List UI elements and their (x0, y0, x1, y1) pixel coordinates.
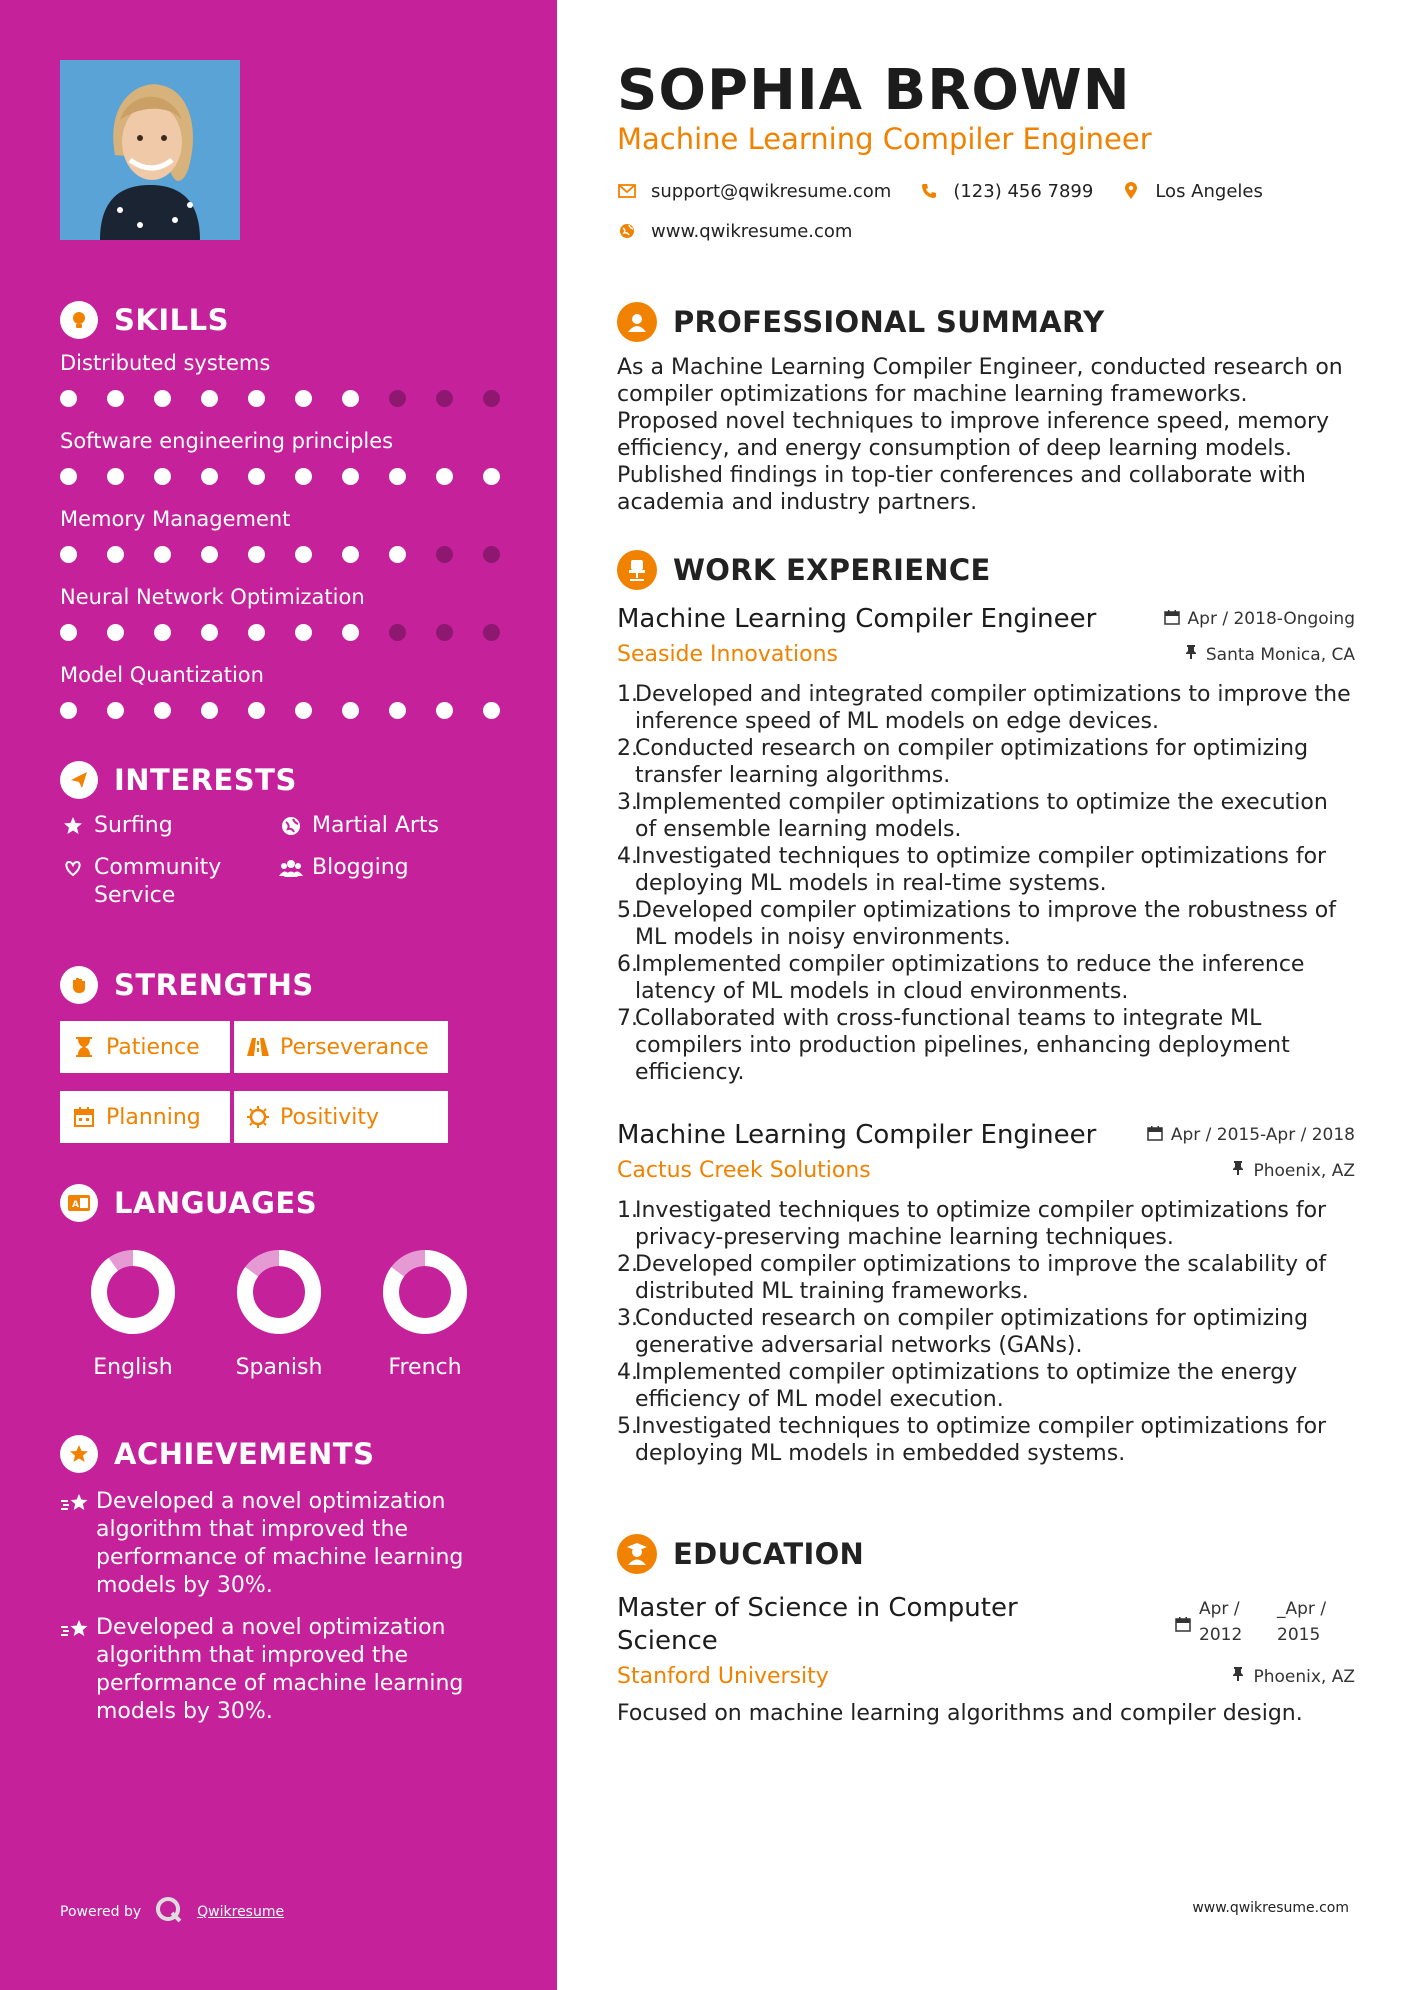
list-item (617, 843, 1355, 897)
education-description: Focused on machine learning algorithms and compiler design. (617, 1701, 1303, 1726)
achievements-title: ACHIEVEMENTS (114, 1437, 375, 1471)
rating-dot-filled (248, 390, 265, 407)
strengths-header (60, 965, 510, 1005)
list-item (617, 789, 1355, 843)
bullet-text: Conducted research on compiler optimizations for optimizing generative adversarial networks (GANs). (635, 1306, 1309, 1358)
globe-icon (278, 812, 304, 840)
interest-label: Community Service (94, 855, 222, 908)
rating-dot-filled (436, 468, 453, 485)
skill-name: Neural Network Optimization (60, 585, 365, 609)
list-number: 2. (617, 736, 638, 761)
bullet-text: Implemented compiler optimizations to optimize the execution of ensemble learning models. (635, 790, 1328, 842)
rating-dot-filled (107, 702, 124, 719)
phone-text: (123) 456 7899 (953, 180, 1094, 202)
job-location (1184, 644, 1355, 665)
rating-dot-filled (60, 390, 77, 407)
rating-dot-filled (342, 468, 359, 485)
email-text: support@qwikresume.com (651, 180, 892, 202)
road-icon (246, 1035, 270, 1059)
rating-dot-filled (389, 468, 406, 485)
rating-dot-filled (60, 468, 77, 485)
job-dates-text: Apr / 2015-Apr / 2018 (1170, 1125, 1355, 1145)
hourglass-icon (72, 1035, 96, 1059)
education-start: Apr / 2012 (1199, 1599, 1243, 1645)
candidate-name: SOPHIA BROWN (617, 58, 1131, 123)
svg-text:A: A (72, 1200, 79, 1210)
language-name: French (388, 1355, 462, 1380)
rating-dot-filled (295, 390, 312, 407)
list-number: 4. (617, 1360, 638, 1385)
rating-dot-empty (389, 624, 406, 641)
rating-dot-filled (107, 468, 124, 485)
experience-section (617, 548, 1355, 1467)
job-bullets (617, 1197, 1355, 1467)
job-dates (1164, 609, 1355, 630)
sun-icon (246, 1105, 270, 1129)
rating-dot-empty (436, 390, 453, 407)
job-title: Machine Learning Compiler Engineer (617, 604, 1097, 634)
skill-rating (60, 534, 510, 574)
strengths-section (60, 965, 510, 1143)
list-number: 4. (617, 844, 638, 869)
job-entry (617, 604, 1355, 1086)
strength-label: Patience (106, 1034, 200, 1060)
job-entry (617, 1120, 1355, 1467)
translate-icon (60, 1184, 98, 1222)
experience-header (617, 548, 1355, 592)
languages-section (60, 1183, 510, 1380)
list-item (617, 1197, 1355, 1251)
summary-header (617, 300, 1355, 344)
rating-dot-filled (154, 702, 171, 719)
contact-website[interactable] (617, 221, 852, 242)
rating-dot-filled (107, 624, 124, 641)
rating-dot-filled (248, 702, 265, 719)
achievement-item (60, 1614, 510, 1726)
rating-dot-filled (107, 546, 124, 563)
rating-dot-filled (154, 624, 171, 641)
rating-dot-filled (248, 624, 265, 641)
summary-text: As a Machine Learning Compiler Engineer, conducted research on compiler optimizations for machine learning frameworks. Proposed novel techniques to improve inference speed, memory efficiency, and energy consumption of deep learning models. Published findings in top-tier conferences and collaborate with academia and industry partners. (617, 355, 1343, 515)
list-number: 5. (617, 898, 638, 923)
pushpin-icon (1184, 644, 1198, 665)
rating-dot-filled (154, 546, 171, 563)
shooting-star-icon (60, 1614, 96, 1726)
rating-dot-filled (483, 702, 500, 719)
list-item (617, 681, 1355, 735)
job-location-text: Phoenix, AZ (1253, 1160, 1355, 1181)
skill-name: Model Quantization (60, 663, 264, 687)
job-dates (1147, 1125, 1355, 1146)
office-chair-icon (617, 550, 657, 590)
strength-badge (234, 1021, 448, 1073)
skill-item (60, 504, 510, 574)
rating-dot-filled (154, 390, 171, 407)
achievement-item (60, 1488, 510, 1600)
language-level-arc (99, 1258, 167, 1326)
main-content (557, 0, 1407, 1990)
skill-rating (60, 378, 510, 418)
users-icon (278, 854, 304, 882)
job-location-text: Santa Monica, CA (1205, 644, 1355, 665)
contact-email[interactable] (617, 181, 891, 202)
skill-item (60, 426, 510, 496)
qwikresume-logo-icon (155, 1896, 183, 1928)
language-ring-icon (234, 1247, 324, 1337)
location-text: Los Angeles (1155, 180, 1263, 202)
skill-item (60, 348, 510, 418)
rating-dot-filled (295, 468, 312, 485)
qwikresume-link[interactable]: Qwikresume (197, 1904, 285, 1920)
list-item (617, 1413, 1355, 1467)
hand-icon (60, 966, 98, 1004)
rating-dot-filled (342, 702, 359, 719)
trophy-star-icon (60, 1435, 98, 1473)
language-name: English (93, 1355, 173, 1380)
bullet-text: Conducted research on compiler optimizations for optimizing transfer learning algorithms. (635, 736, 1309, 788)
graduate-icon (617, 1534, 657, 1574)
list-item (617, 951, 1355, 1005)
rating-dot-filled (389, 702, 406, 719)
list-number: 1. (617, 1198, 638, 1223)
bullet-text: Collaborated with cross-functional teams to integrate ML compilers into production pipelines, enhancing deployment efficiency. (635, 1006, 1290, 1085)
bullet-text: Investigated techniques to optimize compiler optimizations for privacy-preserving machine learning techniques. (635, 1198, 1327, 1250)
achievement-text: Developed a novel optimization algorithm that improved the performance of machine learning models by 30%. (96, 1489, 464, 1598)
rating-dot-filled (201, 624, 218, 641)
skills-header (60, 300, 510, 340)
rating-dot-filled (60, 624, 77, 641)
strength-label: Planning (106, 1104, 201, 1130)
experience-title: WORK EXPERIENCE (673, 553, 991, 587)
list-number: 2. (617, 1252, 638, 1277)
bullet-text: Developed and integrated compiler optimizations to improve the inference speed of ML models on edge devices. (635, 682, 1351, 734)
map-pin-icon (1121, 181, 1141, 201)
skill-name: Distributed systems (60, 351, 271, 375)
list-number: 1. (617, 682, 638, 707)
language-item (60, 1247, 206, 1380)
interest-item (278, 812, 498, 840)
rating-dot-filled (342, 624, 359, 641)
rating-dot-filled (436, 702, 453, 719)
rating-dot-empty (483, 624, 500, 641)
strength-badge (234, 1091, 448, 1143)
rating-dot-filled (295, 624, 312, 641)
interest-label: Surfing (94, 813, 173, 838)
languages-header (60, 1183, 510, 1223)
rating-dot-filled (154, 468, 171, 485)
list-item (617, 1359, 1355, 1413)
job-company: Cactus Creek Solutions (617, 1158, 871, 1183)
languages-title: LANGUAGES (114, 1186, 318, 1220)
skill-name: Software engineering principles (60, 429, 394, 453)
calendar-icon (1175, 1614, 1191, 1658)
candidate-title: Machine Learning Compiler Engineer (617, 122, 1152, 156)
calendar-icon (72, 1105, 96, 1129)
envelope-icon (617, 181, 637, 201)
footer-website[interactable]: www.qwikresume.com (1192, 1900, 1349, 1916)
skill-rating (60, 456, 510, 496)
education-header (617, 1532, 1355, 1576)
summary-section (617, 300, 1355, 516)
rating-dot-filled (295, 546, 312, 563)
education-title: EDUCATION (673, 1537, 865, 1571)
rating-dot-filled (201, 546, 218, 563)
job-company: Seaside Innovations (617, 642, 838, 667)
skills-section (60, 300, 510, 730)
strength-label: Positivity (280, 1104, 380, 1130)
bullet-text: Investigated techniques to optimize compiler optimizations for deploying ML models in real-time systems. (635, 844, 1327, 896)
list-item (617, 1251, 1355, 1305)
interests-section (60, 760, 510, 910)
interest-label: Blogging (312, 855, 409, 880)
education-school: Stanford University (617, 1664, 829, 1689)
list-item (617, 1005, 1355, 1086)
interest-item (60, 812, 278, 840)
rating-dot-empty (436, 546, 453, 563)
interest-item (60, 854, 278, 910)
phone-icon (919, 181, 939, 201)
paper-plane-icon (60, 761, 98, 799)
list-item (617, 897, 1355, 951)
language-item (352, 1247, 498, 1380)
strength-badge (60, 1021, 230, 1073)
rating-dot-filled (295, 702, 312, 719)
job-location (1231, 1160, 1355, 1181)
list-number: 3. (617, 1306, 638, 1331)
sidebar (0, 0, 557, 1990)
pushpin-icon (1231, 1666, 1245, 1687)
list-number: 6. (617, 952, 638, 977)
rating-dot-filled (60, 546, 77, 563)
rating-dot-filled (389, 546, 406, 563)
bullet-text: Implemented compiler optimizations to optimize the energy efficiency of ML model execution. (635, 1360, 1298, 1412)
rating-dot-filled (342, 390, 359, 407)
skill-rating (60, 612, 510, 652)
skill-rating (60, 690, 510, 730)
contact-info (617, 176, 1377, 256)
language-name: Spanish (235, 1355, 323, 1380)
rating-dot-empty (389, 390, 406, 407)
achievements-section (60, 1434, 510, 1726)
list-number: 3. (617, 790, 638, 815)
skill-item (60, 582, 510, 652)
education-location-text: Phoenix, AZ (1253, 1666, 1355, 1687)
calendar-icon (1164, 609, 1180, 630)
interests-title: INTERESTS (114, 763, 297, 797)
rating-dot-filled (248, 468, 265, 485)
contact-phone[interactable] (919, 181, 1093, 202)
language-ring-icon (88, 1247, 178, 1337)
bullet-text: Developed compiler optimizations to improve the robustness of ML models in noisy environments. (635, 898, 1337, 950)
strengths-title: STRENGTHS (114, 968, 314, 1002)
rating-dot-empty (483, 390, 500, 407)
rating-dot-filled (342, 546, 359, 563)
rating-dot-filled (201, 390, 218, 407)
rating-dot-filled (201, 702, 218, 719)
website-text: www.qwikresume.com (651, 220, 853, 242)
language-ring-icon (380, 1247, 470, 1337)
interests-header (60, 760, 510, 800)
heart-icon (60, 854, 86, 882)
education-location (1231, 1666, 1355, 1687)
education-dates (1175, 1596, 1355, 1658)
skills-title: SKILLS (114, 303, 229, 337)
rating-dot-filled (107, 390, 124, 407)
education-degree: Master of Science in Computer Science (617, 1593, 1018, 1656)
achievements-header (60, 1434, 510, 1474)
lightbulb-icon (60, 301, 98, 339)
user-icon (617, 302, 657, 342)
job-bullets (617, 681, 1355, 1086)
list-number: 7. (617, 1006, 638, 1031)
job-dates-text: Apr / 2018-Ongoing (1187, 609, 1355, 629)
strength-label: Perseverance (280, 1034, 429, 1060)
rating-dot-empty (436, 624, 453, 641)
rating-dot-filled (483, 468, 500, 485)
star-icon (60, 812, 86, 840)
interest-item (278, 854, 498, 910)
rating-dot-filled (60, 702, 77, 719)
rating-dot-filled (201, 468, 218, 485)
shooting-star-icon (60, 1488, 96, 1600)
contact-location (1121, 181, 1263, 202)
language-item (206, 1247, 352, 1380)
calendar-icon (1147, 1125, 1163, 1146)
skill-name: Memory Management (60, 507, 291, 531)
rating-dot-filled (248, 546, 265, 563)
rating-dot-empty (483, 546, 500, 563)
bullet-text: Developed compiler optimizations to improve the scalability of distributed ML training frameworks. (635, 1252, 1327, 1304)
globe-icon (617, 221, 637, 241)
powered-by (60, 1896, 284, 1928)
list-item (617, 1305, 1355, 1359)
list-number: 5. (617, 1414, 638, 1439)
list-item (617, 735, 1355, 789)
education-section (617, 1532, 1355, 1726)
education-end: _Apr / 2015 (1277, 1599, 1327, 1645)
job-title: Machine Learning Compiler Engineer (617, 1120, 1097, 1150)
bullet-text: Investigated techniques to optimize compiler optimizations for deploying ML models in embedded systems. (635, 1414, 1327, 1466)
pushpin-icon (1231, 1160, 1245, 1181)
summary-title: PROFESSIONAL SUMMARY (673, 305, 1105, 339)
strength-badge (60, 1091, 230, 1143)
bullet-text: Implemented compiler optimizations to reduce the inference latency of ML models in cloud environments. (635, 952, 1305, 1004)
skill-item (60, 660, 510, 730)
achievement-text: Developed a novel optimization algorithm that improved the performance of machine learning models by 30%. (96, 1615, 464, 1724)
interest-label: Martial Arts (312, 813, 440, 838)
profile-photo (60, 60, 240, 240)
powered-by-text: Powered by (60, 1904, 142, 1920)
